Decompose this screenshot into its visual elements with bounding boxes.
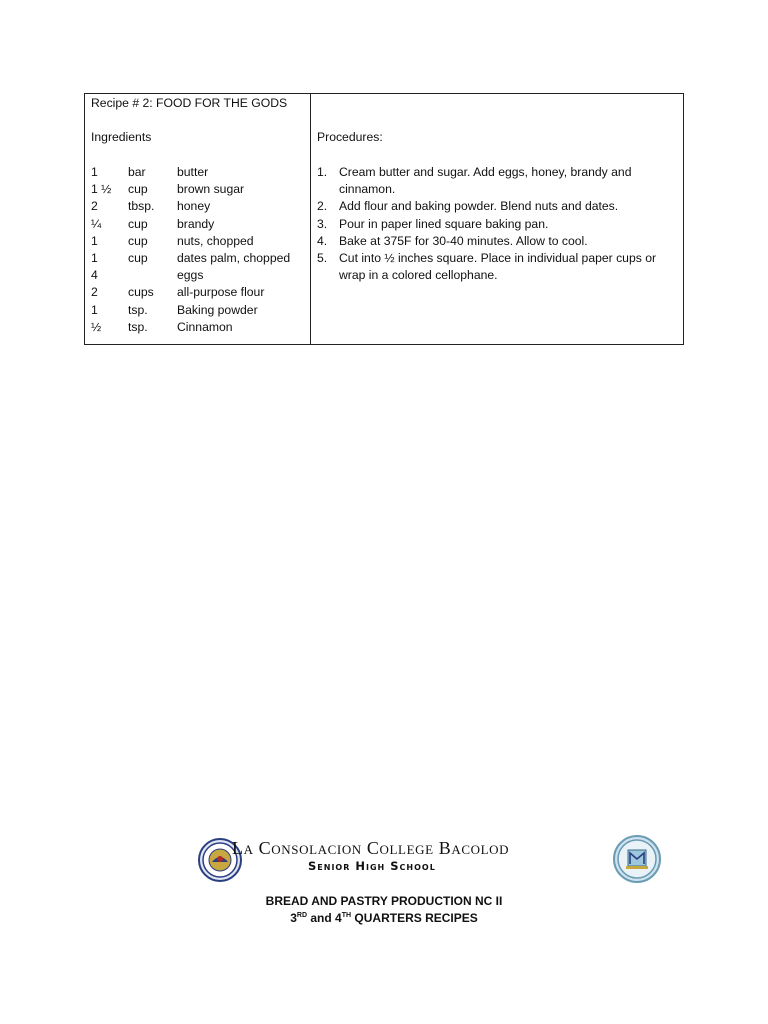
recipe-title: Recipe # 2: FOOD FOR THE GODS: [91, 96, 288, 110]
procedure-text: Add flour and baking powder. Blend nuts and dates.: [339, 199, 619, 214]
ingredient-name: brandy: [177, 216, 215, 231]
procedure-step: [317, 250, 677, 284]
procedure-text: Cream butter and sugar. Add eggs, honey, brandy and cinnamon.: [339, 165, 632, 197]
school-logo: [613, 835, 661, 883]
column-divider: [310, 94, 311, 344]
procedure-text: Pour in paper lined square baking pan.: [339, 216, 549, 231]
procedures-list: [317, 164, 677, 284]
course-title: BREAD AND PASTRY PRODUCTION NC II: [265, 894, 503, 908]
college-name: La Consolacion College Bacolod: [232, 838, 510, 858]
ingredient-qty: ½: [91, 319, 102, 334]
procedure-number: 4.: [317, 233, 328, 248]
ingredient-unit: bar: [128, 165, 146, 179]
ingredient-unit: tbsp.: [128, 199, 155, 214]
ingredient-qty: 1: [91, 233, 98, 248]
ingredient-name: honey: [177, 199, 211, 214]
ingredient-unit: cup: [128, 250, 148, 265]
ingredient-qty: 1: [91, 165, 98, 179]
ingredient-qty: 2: [91, 199, 98, 214]
ingredient-unit: cup: [128, 233, 148, 248]
footer: [0, 830, 768, 930]
school-logo-icon: [615, 837, 659, 881]
ingredient-unit: cups: [128, 285, 154, 300]
third-suffix: RD: [296, 912, 308, 919]
procedure-number: 3.: [317, 216, 328, 231]
ingredient-unit: tsp.: [128, 302, 148, 317]
ingredient-name: butter: [177, 165, 209, 179]
ingredient-unit: cup: [128, 182, 148, 197]
recipe-table: [84, 93, 684, 345]
quarters-title: [0, 911, 768, 925]
procedures-heading: Procedures:: [317, 130, 383, 144]
third-label: 3: [290, 911, 297, 925]
procedure-step: [317, 164, 677, 198]
ingredient-name: eggs: [177, 268, 204, 283]
school-subtitle: Senior High School: [308, 859, 436, 873]
ingredients-heading: Ingredients: [91, 130, 152, 144]
ingredient-qty: 2: [91, 285, 98, 300]
ingredient-unit: cup: [128, 216, 148, 231]
ingredient-name: nuts, chopped: [177, 233, 254, 248]
procedure-text: Bake at 375F for 30-40 minutes. Allow to cool.: [339, 233, 588, 248]
ingredient-qty: 4: [91, 268, 98, 283]
procedure-step: [317, 198, 677, 215]
procedure-number: 5.: [317, 251, 328, 266]
ingredient-name: all-purpose flour: [177, 285, 265, 300]
ingredient-name: brown sugar: [177, 182, 245, 197]
fourth-suffix: TH: [341, 912, 352, 919]
ingredient-qty: ¼: [91, 216, 102, 231]
ingredient-name: Cinnamon: [177, 319, 233, 334]
ingredient-qty: 1: [91, 250, 98, 265]
procedure-step: [317, 233, 677, 250]
ingredient-unit: tsp.: [128, 319, 148, 334]
procedure-number: 1.: [317, 165, 328, 179]
ingredient-qty: 1: [91, 302, 98, 317]
ingredient-qty: 1 ½: [91, 182, 112, 197]
ingredient-name: dates palm, chopped: [177, 250, 291, 265]
procedure-step: [317, 216, 677, 233]
quarters-label: QUARTERS RECIPES: [351, 911, 478, 925]
and-fourth-label: and 4: [307, 911, 342, 925]
procedure-number: 2.: [317, 199, 328, 214]
ingredient-name: Baking powder: [177, 302, 258, 317]
procedure-text: Cut into ½ inches square. Place in individual paper cups or wrap in a colored cellophane.: [339, 251, 657, 283]
